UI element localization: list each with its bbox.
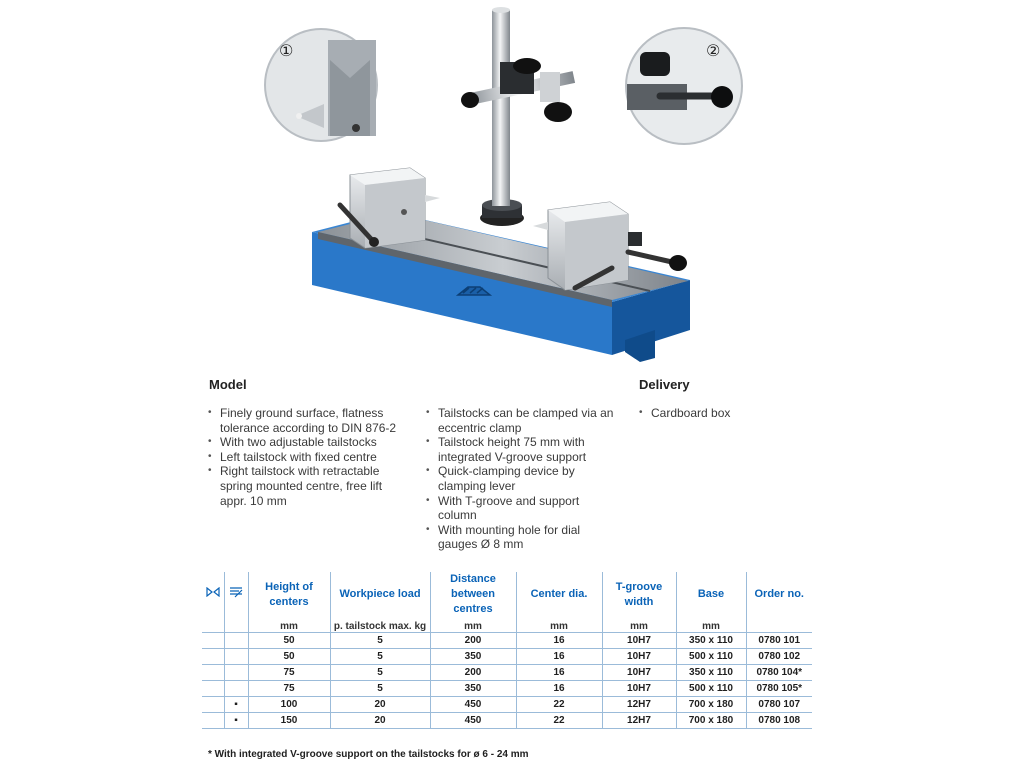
unit-base: mm — [676, 617, 746, 633]
table-cell: 5 — [330, 633, 430, 649]
table-row — [202, 713, 812, 729]
table-cell: 350 — [430, 649, 516, 665]
table-cell: 450 — [430, 697, 516, 713]
table-cell: 5 — [330, 649, 430, 665]
table-cell: 200 — [430, 633, 516, 649]
table-cell: 700 x 180 — [676, 713, 746, 729]
table-cell: 75 — [248, 681, 330, 697]
unit-load: p. tailstock max. kg — [330, 617, 430, 633]
table-row — [202, 649, 812, 665]
row-marker-centers — [202, 713, 224, 729]
table-cell: 50 — [248, 633, 330, 649]
table-cell: 22 — [516, 713, 602, 729]
table-cell: 16 — [516, 633, 602, 649]
table-cell: 0780 102 — [746, 649, 812, 665]
col-header-distance: Distance between centres — [430, 572, 516, 617]
row-marker-spring: ▪ — [224, 697, 248, 713]
col-header-order-no: Order no. — [746, 572, 812, 617]
spec-table — [202, 572, 812, 729]
feature-item: • With mounting hole for dial gauges Ø 8 mm — [424, 523, 620, 552]
table-cell: 20 — [330, 697, 430, 713]
table-cell: 150 — [248, 713, 330, 729]
model-features-col2 — [424, 406, 620, 552]
table-cell: 0780 105* — [746, 681, 812, 697]
table-cell: 10H7 — [602, 633, 676, 649]
table-cell: 0780 101 — [746, 633, 812, 649]
detail-2-callout — [626, 28, 742, 144]
col-header-load: Workpiece load — [330, 572, 430, 617]
detail-2-label: ② — [706, 41, 721, 60]
row-marker-centers — [202, 633, 224, 649]
table-cell: 5 — [330, 665, 430, 681]
feature-item: • Cardboard box — [637, 406, 787, 421]
table-cell: 12H7 — [602, 713, 676, 729]
row-marker-spring — [224, 633, 248, 649]
row-marker-spring: ▪ — [224, 713, 248, 729]
table-row — [202, 697, 812, 713]
row-marker-spring — [224, 665, 248, 681]
table-cell: 500 x 110 — [676, 649, 746, 665]
detail-1-label: ① — [279, 41, 294, 60]
feature-item: • Tailstocks can be clamped via an eccentric clamp — [424, 406, 620, 435]
unit-center-dia: mm — [516, 617, 602, 633]
support-column — [461, 7, 575, 226]
row-marker-centers — [202, 681, 224, 697]
col-header-base: Base — [676, 572, 746, 617]
feature-item: • With two adjustable tailstocks — [206, 435, 402, 450]
unit-tgroove: mm — [602, 617, 676, 633]
model-features-col1 — [206, 406, 402, 508]
spring-icon — [224, 572, 248, 617]
table-cell: 16 — [516, 649, 602, 665]
table-cell: 12H7 — [602, 697, 676, 713]
table-cell: 100 — [248, 697, 330, 713]
table-row — [202, 681, 812, 697]
delivery-heading: Delivery — [639, 377, 690, 392]
table-cell: 350 x 110 — [676, 633, 746, 649]
feature-item: • With T-groove and support column — [424, 494, 620, 523]
product-illustration — [0, 0, 1024, 380]
table-cell: 0780 104* — [746, 665, 812, 681]
table-cell: 0780 108 — [746, 713, 812, 729]
footnote: * With integrated V-groove support on the tailstocks for ø 6 - 24 mm — [208, 749, 529, 760]
unit-distance: mm — [430, 617, 516, 633]
table-cell: 500 x 110 — [676, 681, 746, 697]
table-cell: 10H7 — [602, 665, 676, 681]
table-cell: 200 — [430, 665, 516, 681]
left-tailstock — [340, 168, 440, 248]
table-cell: 10H7 — [602, 681, 676, 697]
model-heading: Model — [209, 377, 247, 392]
row-marker-spring — [224, 681, 248, 697]
row-marker-centers — [202, 665, 224, 681]
table-cell: 50 — [248, 649, 330, 665]
table-cell: 700 x 180 — [676, 697, 746, 713]
table-cell: 75 — [248, 665, 330, 681]
table-cell: 350 x 110 — [676, 665, 746, 681]
detail-1-callout — [265, 29, 377, 141]
table-row — [202, 665, 812, 681]
table-cell: 5 — [330, 681, 430, 697]
table-cell: 0780 107 — [746, 697, 812, 713]
feature-item: • Finely ground surface, flatness tolerance according to DIN 876-2 — [206, 406, 402, 435]
feature-item: • Right tailstock with retractable spring mounted centre, free lift appr. 10 mm — [206, 464, 402, 508]
table-cell: 16 — [516, 665, 602, 681]
col-header-tgroove: T-groove width — [602, 572, 676, 617]
delivery-list — [637, 406, 787, 421]
feature-item: • Left tailstock with fixed centre — [206, 450, 402, 465]
col-header-center-dia: Center dia. — [516, 572, 602, 617]
centers-icon — [202, 572, 224, 617]
unit-height: mm — [248, 617, 330, 633]
unit-order-no — [746, 617, 812, 633]
col-header-height: Height of centers — [248, 572, 330, 617]
table-row — [202, 633, 812, 649]
table-cell: 20 — [330, 713, 430, 729]
table-cell: 22 — [516, 697, 602, 713]
feature-item: • Quick-clamping device by clamping lever — [424, 464, 620, 493]
table-cell: 350 — [430, 681, 516, 697]
feature-item: • Tailstock height 75 mm with integrated V-groove support — [424, 435, 620, 464]
row-marker-centers — [202, 697, 224, 713]
row-marker-centers — [202, 649, 224, 665]
table-cell: 450 — [430, 713, 516, 729]
table-cell: 10H7 — [602, 649, 676, 665]
row-marker-spring — [224, 649, 248, 665]
table-cell: 16 — [516, 681, 602, 697]
